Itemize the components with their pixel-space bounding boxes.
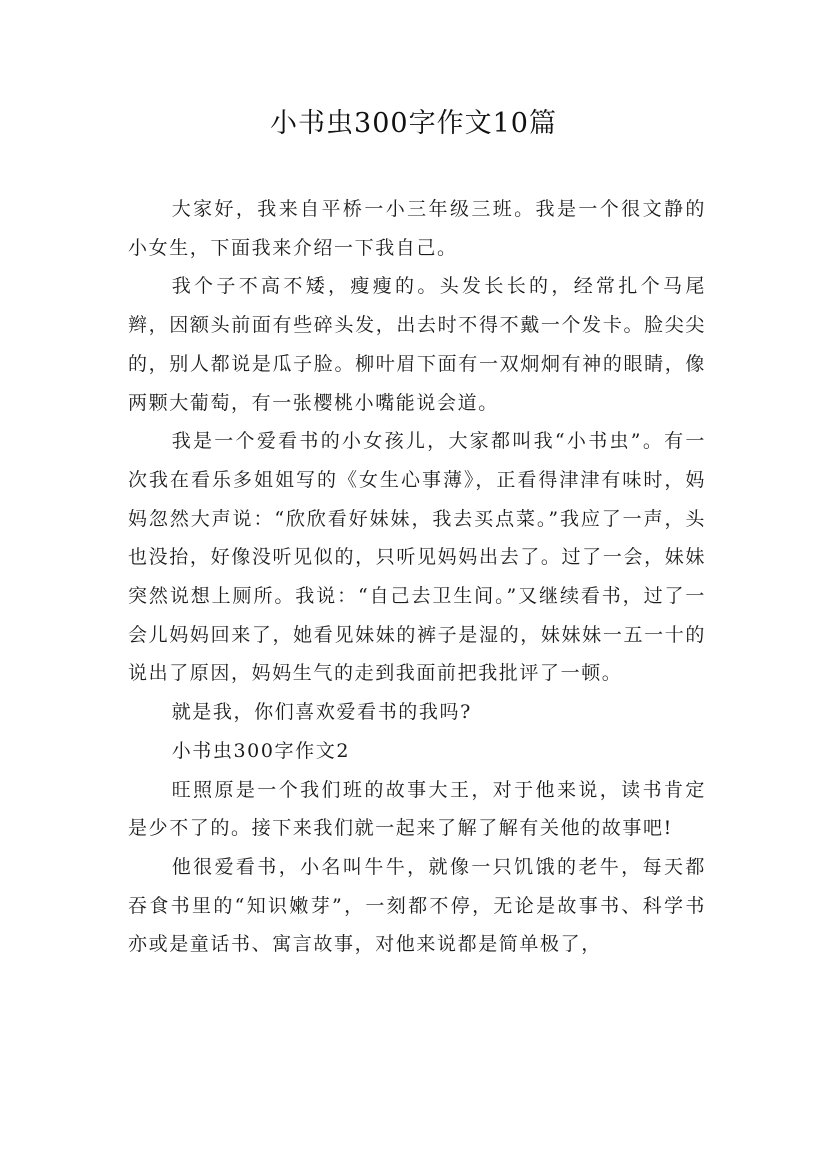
document-title: 小书虫300字作文10篇 [270, 108, 557, 139]
paragraph: 我是一个爱看书的小女孩儿，大家都叫我“小书虫”。有一次我在看乐多姐姐写的《女生心事薄》，正看得津津有味时，妈妈忽然大声说：“欣欣看好妹妹，我去买点菜。”我应了一声，头也没抬，好像没听见似的，只听见妈妈出去了。过了一会，妹妹突然说想上厕所。我说：“自己去卫生间。”又继续看书，过了一会儿妈妈回来了，她看见妹妹的裤子是湿的，妹妹妹一五一十的说出了原因，妈妈生气的走到我面前把我批评了一顿。 [128, 430, 706, 685]
paragraph: 我个子不高不矮，瘦瘦的。头发长长的，经常扎个马尾辫，因额头前面有些碎头发，出去时不得不戴一个发卡。脸尖尖的，别人都说是瓜子脸。柳叶眉下面有一双炯炯有神的眼睛，像两颗大葡萄，有一张樱桃小嘴能说会道。 [128, 275, 706, 414]
paragraph: 大家好，我来自平桥一小三年级三班。我是一个很文静的小女生，下面我来介绍一下我自己。 [128, 198, 706, 259]
section-heading: 小书虫300字作文2 [171, 739, 351, 762]
paragraph: 他很爱看书，小名叫牛牛，就像一只饥饿的老牛，每天都吞食书里的“知识嫩芽”，一刻都不停，无论是故事书、科学书亦或是童话书、寓言故事，对他来说都是简单极了， [128, 855, 706, 956]
paragraph: 就是我，你们喜欢爱看书的我吗? [171, 701, 472, 724]
document-body [128, 190, 706, 964]
paragraph: 旺照原是一个我们班的故事大王，对于他来说，读书肯定是少不了的。接下来我们就一起来了解了解有关他的故事吧! [128, 778, 706, 840]
